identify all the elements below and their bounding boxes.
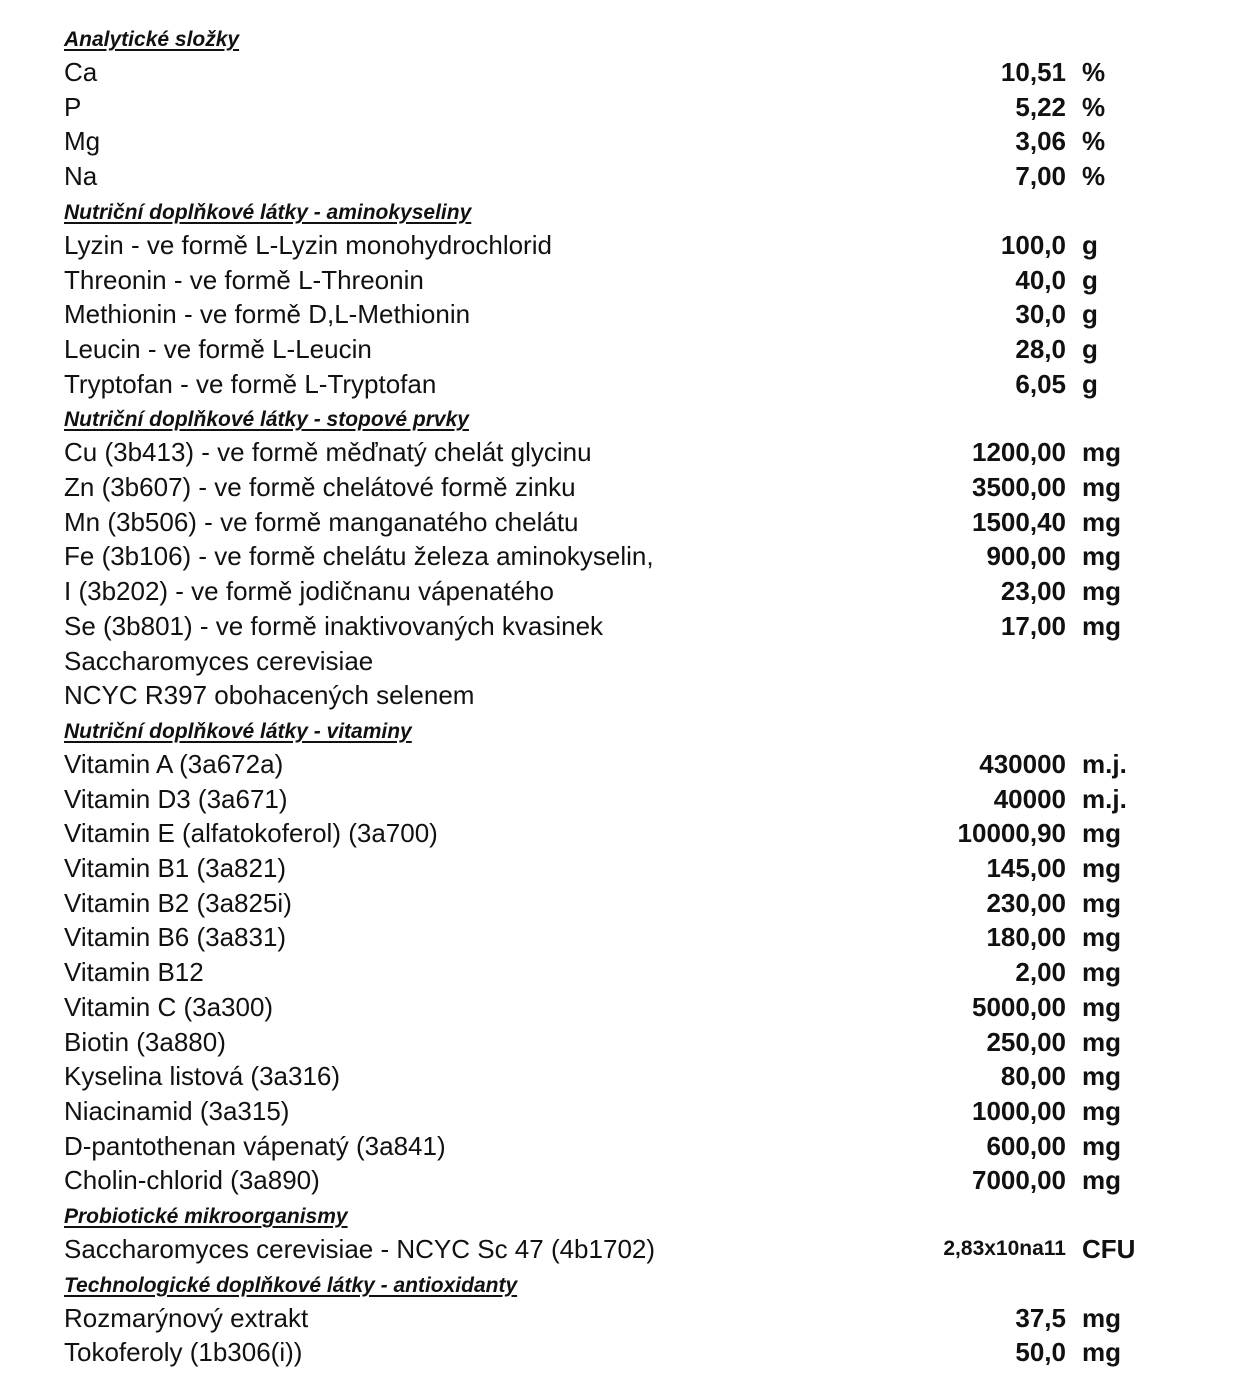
ingredient-unit: g — [1082, 229, 1098, 260]
ingredient-amount: 30,0 — [1015, 299, 1066, 330]
ingredient-label: Vitamin B6 (3a831) — [64, 922, 287, 953]
ingredient-label: Vitamin A (3a672a) — [64, 748, 284, 779]
ingredient-amount: 7000,00 — [972, 1165, 1066, 1196]
composition-row — [0, 1129, 1244, 1163]
ingredient-label: Mn (3b506) - ve formě manganatého chelátu — [64, 506, 579, 537]
ingredient-label: Rozmarýnový extrakt — [64, 1302, 309, 1333]
ingredient-unit: mg — [1082, 1026, 1121, 1057]
ingredient-amount: 40000 — [993, 783, 1066, 814]
ingredient-label: Saccharomyces cerevisiae — [64, 645, 374, 676]
composition-row — [0, 470, 1244, 504]
ingredient-unit: mg — [1082, 887, 1121, 918]
composition-row — [0, 263, 1244, 297]
composition-row — [0, 159, 1244, 193]
ingredient-amount: 430000 — [979, 748, 1066, 779]
composition-row — [0, 367, 1244, 401]
ingredient-unit: mg — [1082, 1302, 1121, 1333]
ingredient-unit: mg — [1082, 541, 1121, 572]
composition-row — [0, 1335, 1244, 1369]
section-header-line — [0, 1270, 1244, 1305]
ingredient-amount: 1500,40 — [972, 506, 1066, 537]
ingredient-amount: 3,06 — [1015, 126, 1066, 157]
ingredient-unit: % — [1082, 91, 1106, 122]
ingredient-label: Tokoferoly (1b306(i)) — [64, 1337, 303, 1368]
ingredient-label: Fe (3b106) - ve formě chelátu železa aminokyselin, — [64, 541, 654, 572]
ingredient-label: Cholin-chlorid (3a890) — [64, 1165, 320, 1196]
ingredient-unit: mg — [1082, 1095, 1121, 1126]
composition-row — [0, 574, 1244, 608]
ingredient-label: Vitamin E (alfatokoferol) (3a700) — [64, 818, 438, 849]
ingredient-unit: mg — [1082, 957, 1121, 988]
ingredient-unit: mg — [1082, 1061, 1121, 1092]
ingredient-amount: 5000,00 — [972, 991, 1066, 1022]
composition-row — [0, 816, 1244, 850]
ingredient-amount: 250,00 — [986, 1026, 1066, 1057]
composition-row — [0, 1059, 1244, 1093]
ingredient-amount: 2,83x10na11 — [943, 1237, 1066, 1260]
composition-row — [0, 1301, 1244, 1335]
section-header-line — [0, 197, 1244, 232]
section-heading: Probiotické mikroorganismy — [64, 1205, 348, 1228]
ingredient-unit: m.j. — [1082, 783, 1127, 814]
ingredient-unit: g — [1082, 264, 1098, 295]
ingredient-unit: mg — [1082, 1130, 1121, 1161]
ingredient-unit: g — [1082, 368, 1098, 399]
ingredient-amount: 3500,00 — [972, 472, 1066, 502]
ingredient-label: I (3b202) - ve formě jodičnanu vápenatého — [64, 576, 554, 607]
ingredient-amount: 1200,00 — [972, 437, 1066, 468]
ingredient-label: Threonin - ve formě L-Threonin — [64, 264, 424, 295]
ingredient-label: D-pantothenan vápenatý (3a841) — [64, 1130, 446, 1161]
section-header-line — [0, 1201, 1244, 1236]
composition-row — [0, 539, 1244, 573]
ingredient-amount: 145,00 — [986, 853, 1066, 883]
section-heading: Nutriční doplňkové látky - stopové prvky — [64, 408, 469, 432]
composition-row — [0, 747, 1244, 781]
composition-row — [0, 782, 1244, 816]
composition-row — [0, 124, 1244, 158]
ingredient-unit: mg — [1082, 576, 1121, 607]
ingredient-label: Vitamin B12 — [64, 957, 204, 988]
composition-row — [0, 886, 1244, 920]
ingredient-amount: 180,00 — [986, 922, 1066, 953]
composition-row — [0, 1232, 1244, 1266]
composition-row — [0, 851, 1244, 885]
composition-row — [0, 332, 1244, 366]
composition-row — [0, 297, 1244, 331]
section-header-line — [0, 716, 1244, 751]
ingredient-amount: 2,00 — [1015, 957, 1066, 988]
ingredient-amount: 40,0 — [1015, 264, 1066, 295]
ingredient-label: P — [64, 91, 82, 122]
composition-row — [0, 678, 1244, 712]
ingredient-unit: g — [1082, 333, 1098, 364]
ingredient-label: Vitamin B2 (3a825i) — [64, 887, 292, 918]
composition-row — [0, 990, 1244, 1024]
composition-row — [0, 955, 1244, 989]
ingredient-amount: 1000,00 — [972, 1095, 1066, 1126]
ingredient-amount: 50,0 — [1015, 1337, 1066, 1368]
section-header-line — [0, 404, 1244, 439]
ingredient-amount: 10000,90 — [957, 818, 1066, 849]
composition-row — [0, 505, 1244, 539]
ingredient-amount: 5,22 — [1015, 91, 1066, 122]
ingredient-unit: mg — [1082, 610, 1121, 641]
ingredient-unit: mg — [1082, 991, 1121, 1022]
ingredient-unit: g — [1082, 299, 1098, 330]
ingredient-amount: 10,51 — [1000, 57, 1066, 87]
ingredient-unit: % — [1082, 57, 1106, 87]
composition-row — [0, 1163, 1244, 1197]
section-heading: Nutriční doplňkové látky - aminokyseliny — [64, 200, 472, 224]
ingredient-unit: % — [1082, 126, 1106, 157]
composition-row — [0, 228, 1244, 262]
section-heading: Analytické složky — [64, 28, 240, 51]
ingredient-amount: 230,00 — [986, 887, 1066, 918]
ingredient-unit: mg — [1082, 818, 1121, 849]
ingredient-amount: 100,0 — [1000, 229, 1066, 260]
composition-row — [0, 609, 1244, 643]
ingredient-amount: 900,00 — [986, 541, 1066, 572]
ingredient-label: Tryptofan - ve formě L-Tryptofan — [64, 368, 437, 399]
composition-row — [0, 644, 1244, 678]
composition-row — [0, 435, 1244, 469]
ingredient-label: Lyzin - ve formě L-Lyzin monohydrochlorid — [64, 229, 552, 260]
ingredient-label: Saccharomyces cerevisiae - NCYC Sc 47 (4b1702) — [64, 1234, 656, 1264]
ingredient-unit: % — [1082, 161, 1106, 192]
ingredient-unit: m.j. — [1082, 748, 1127, 779]
ingredient-label: Vitamin D3 (3a671) — [64, 783, 288, 814]
ingredient-amount: 28,0 — [1015, 333, 1066, 364]
ingredient-unit: mg — [1082, 1165, 1121, 1196]
composition-row — [0, 90, 1244, 124]
ingredient-unit: mg — [1082, 853, 1121, 883]
section-heading: Technologické doplňkové látky - antioxidanty — [64, 1273, 518, 1297]
ingredient-unit: mg — [1082, 506, 1121, 537]
ingredient-unit: mg — [1082, 922, 1121, 953]
ingredient-label: Vitamin C (3a300) — [64, 991, 274, 1022]
ingredient-unit: mg — [1082, 472, 1121, 502]
ingredient-amount: 37,5 — [1015, 1302, 1066, 1333]
ingredient-amount: 600,00 — [986, 1130, 1066, 1161]
ingredient-label: NCYC R397 obohacených selenem — [64, 680, 475, 711]
ingredient-amount: 17,00 — [1000, 610, 1066, 641]
ingredient-amount: 6,05 — [1015, 368, 1066, 399]
section-heading: Nutriční doplňkové látky - vitaminy — [64, 719, 412, 743]
ingredient-label: Se (3b801) - ve formě inaktivovaných kvasinek — [64, 610, 604, 641]
ingredient-label: Cu (3b413) - ve formě měďnatý chelát glycinu — [64, 437, 592, 468]
ingredient-label: Methionin - ve formě D,L-Methionin — [64, 299, 471, 330]
composition-row — [0, 55, 1244, 89]
ingredient-label: Niacinamid (3a315) — [64, 1095, 290, 1126]
ingredient-label: Leucin - ve formě L-Leucin — [64, 333, 372, 364]
ingredient-amount: 7,00 — [1015, 161, 1066, 192]
ingredient-label: Na — [64, 161, 98, 192]
ingredient-label: Kyselina listová (3a316) — [64, 1061, 341, 1092]
ingredient-amount: 23,00 — [1000, 576, 1066, 607]
ingredient-label: Mg — [64, 126, 101, 157]
ingredient-label: Ca — [64, 57, 98, 87]
composition-row — [0, 1094, 1244, 1128]
composition-row — [0, 1025, 1244, 1059]
ingredient-label: Vitamin B1 (3a821) — [64, 853, 287, 883]
ingredient-unit: mg — [1082, 1337, 1121, 1368]
ingredient-label: Zn (3b607) - ve formě chelátové formě zinku — [64, 472, 576, 502]
section-header-line — [0, 24, 1244, 59]
ingredient-label: Biotin (3a880) — [64, 1026, 226, 1057]
ingredient-unit: CFU — [1082, 1234, 1136, 1264]
ingredient-unit: mg — [1082, 437, 1121, 468]
ingredient-amount: 80,00 — [1000, 1061, 1066, 1092]
composition-row — [0, 920, 1244, 954]
